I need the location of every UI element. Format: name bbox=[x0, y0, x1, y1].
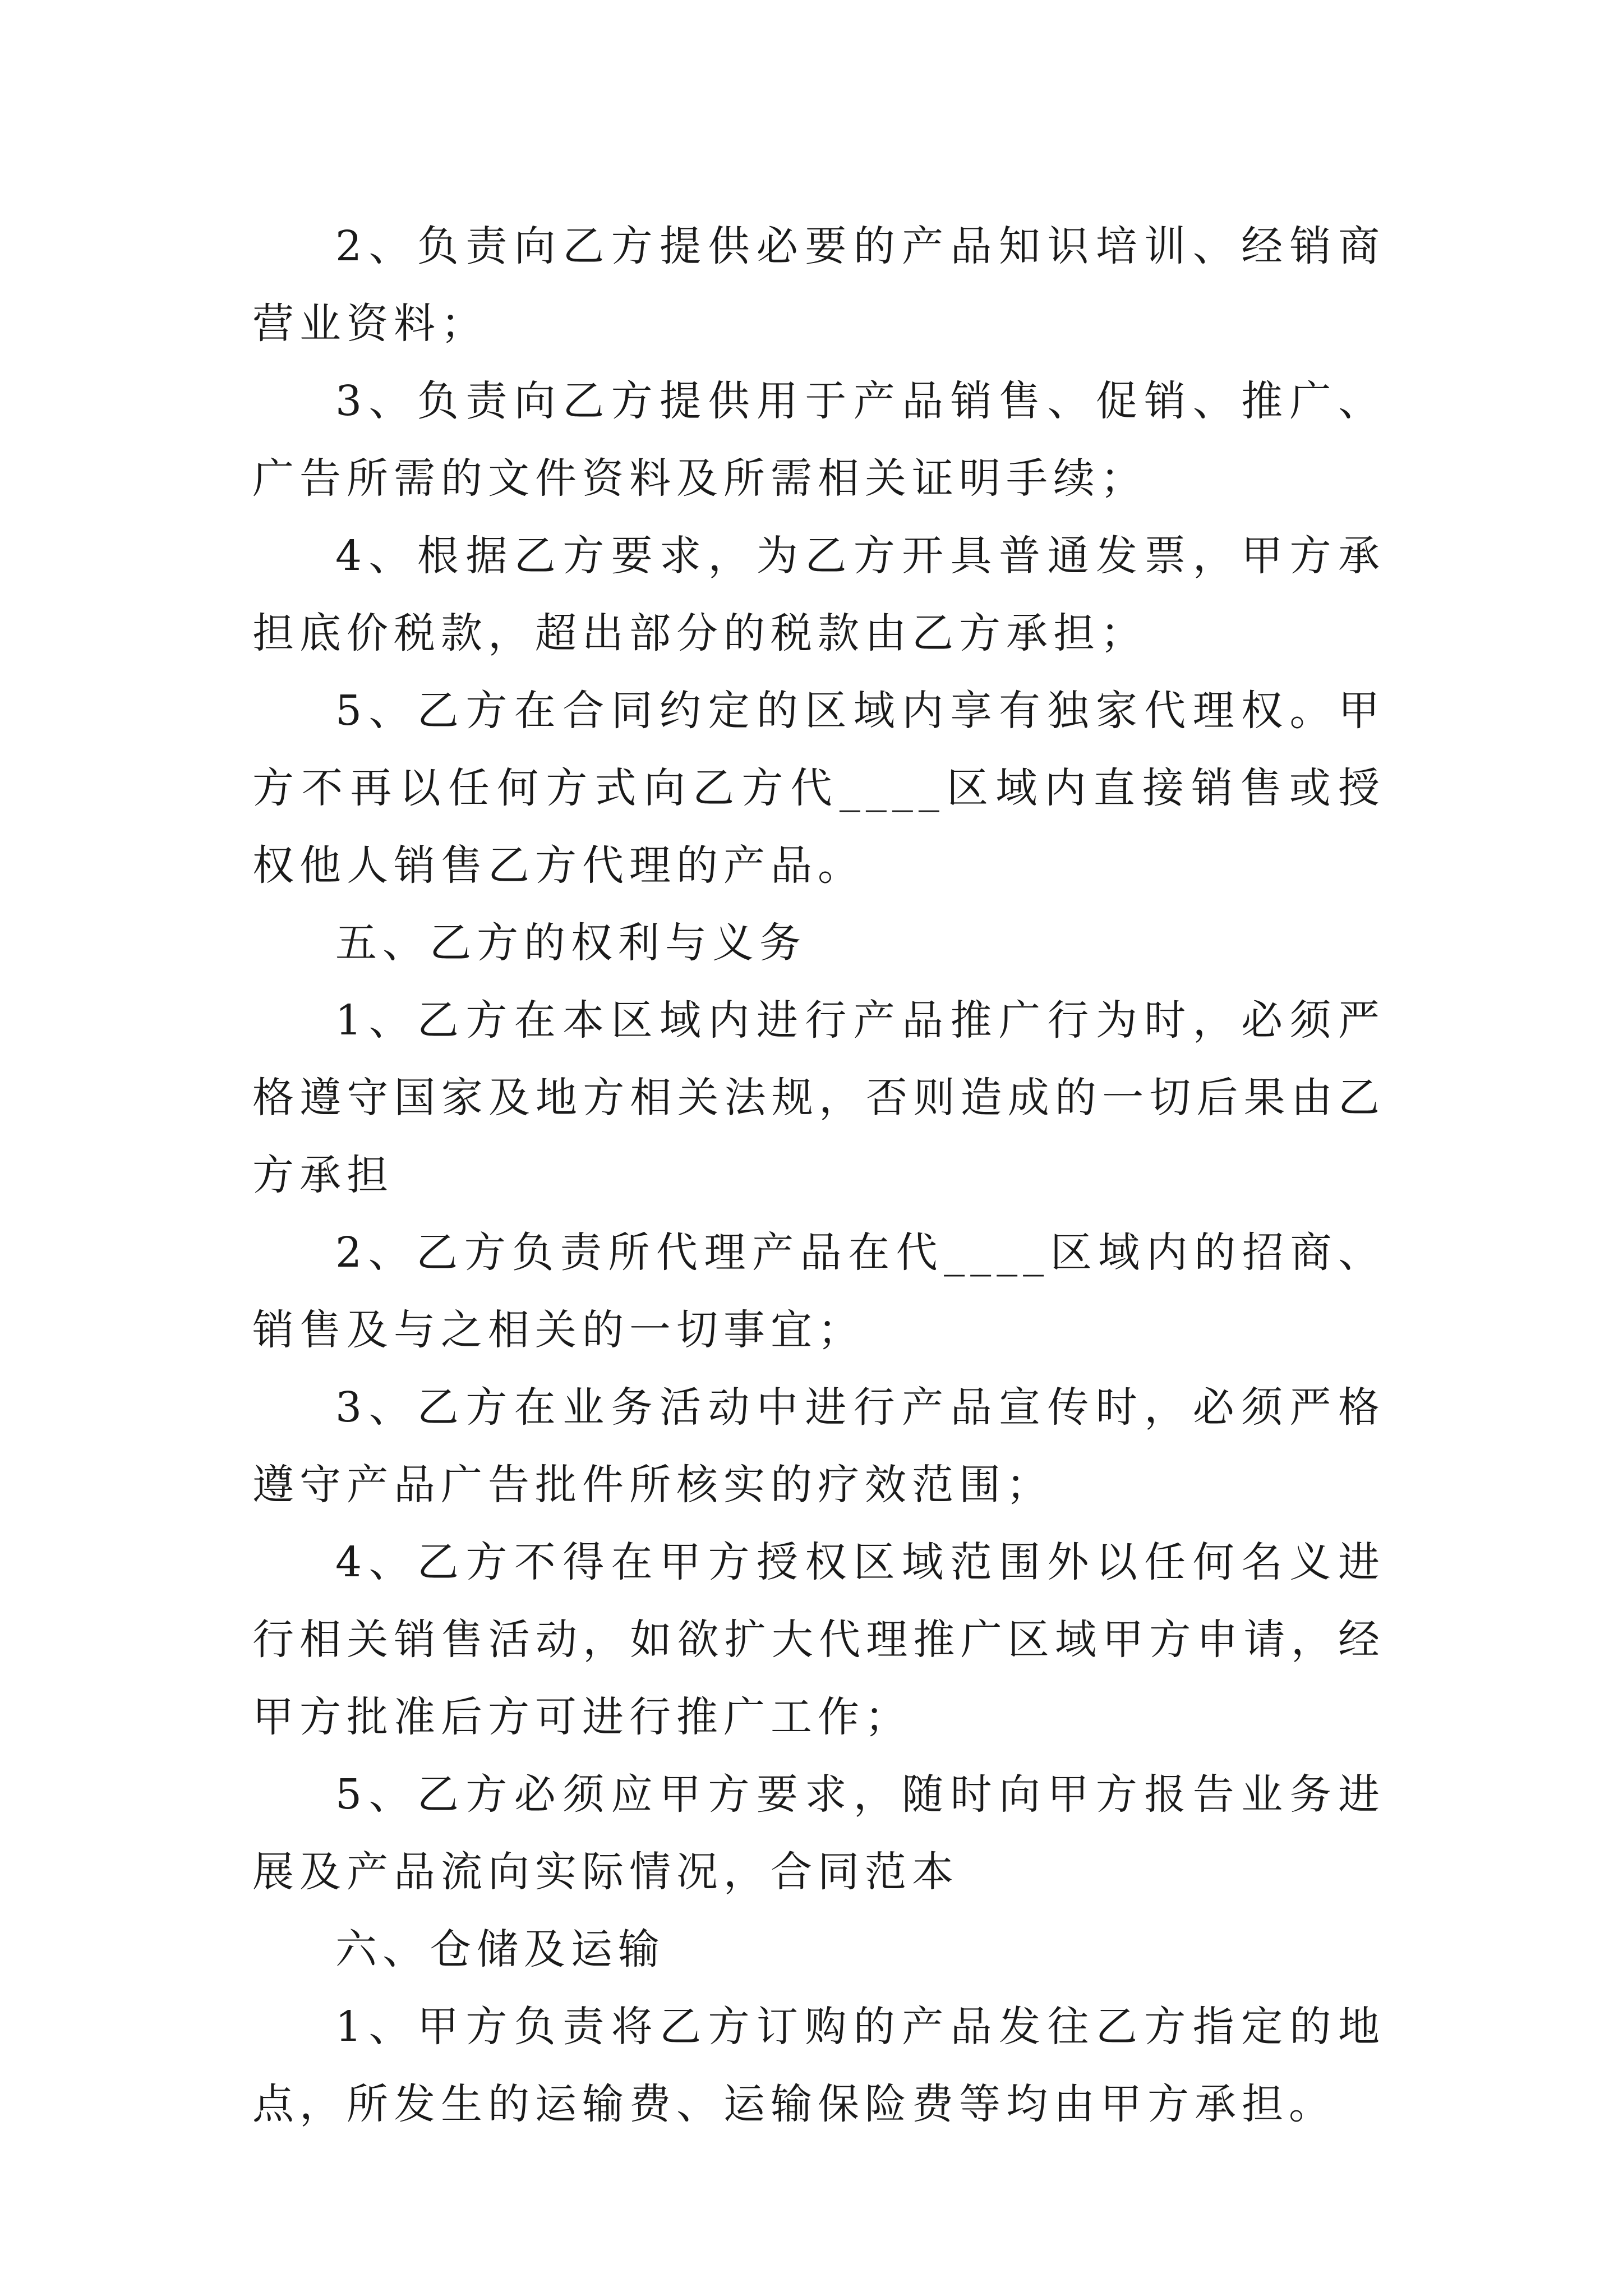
paragraph-invoice: 4、根据乙方要求，为乙方开具普通发票，甲方承担底价税款，超出部分的税款由乙方承担； bbox=[252, 532, 1385, 657]
paragraph-training: 2、负责向乙方提供必要的产品知识培训、经销商营业资料； bbox=[252, 222, 1385, 348]
paragraph-promotion-scope: 3、乙方在业务活动中进行产品宣传时，必须严格遵守产品广告批件所核实的疗效范围； bbox=[252, 1383, 1385, 1509]
paragraph-recruitment: 2、乙方负责所代理产品在代____区域内的招商、销售及与之相关的一切事宜； bbox=[252, 1228, 1385, 1354]
document-body bbox=[252, 208, 1385, 2143]
section-heading-storage-transport: 六、仓储及运输 bbox=[335, 1925, 665, 1973]
paragraph-shipping: 1、甲方负责将乙方订购的产品发往乙方指定的地点，所发生的运输费、运输保险费等均由甲方承担。 bbox=[252, 2003, 1385, 2128]
paragraph-reporting: 5、乙方必须应甲方要求，随时向甲方报告业务进展及产品流向实际情况，合同范本 bbox=[252, 1770, 1385, 1896]
paragraph-exclusive-rights: 5、乙方在合同约定的区域内享有独家代理权。甲方不再以任何方式向乙方代____区域内直接销售或授权他人销售乙方代理的产品。 bbox=[252, 687, 1385, 890]
paragraph-territory-limit: 4、乙方不得在甲方授权区域范围外以任何名义进行相关销售活动，如欲扩大代理推广区域甲方申请，经甲方批准后方可进行推广工作； bbox=[252, 1538, 1385, 1741]
paragraph-documents: 3、负责向乙方提供用于产品销售、促销、推广、广告所需的文件资料及所需相关证明手续； bbox=[252, 377, 1385, 503]
paragraph-compliance: 1、乙方在本区域内进行产品推广行为时，必须严格遵守国家及地方相关法规，否则造成的一切后果由乙方承担 bbox=[252, 996, 1385, 1199]
section-heading-rights-obligations: 五、乙方的权利与义务 bbox=[335, 919, 806, 967]
